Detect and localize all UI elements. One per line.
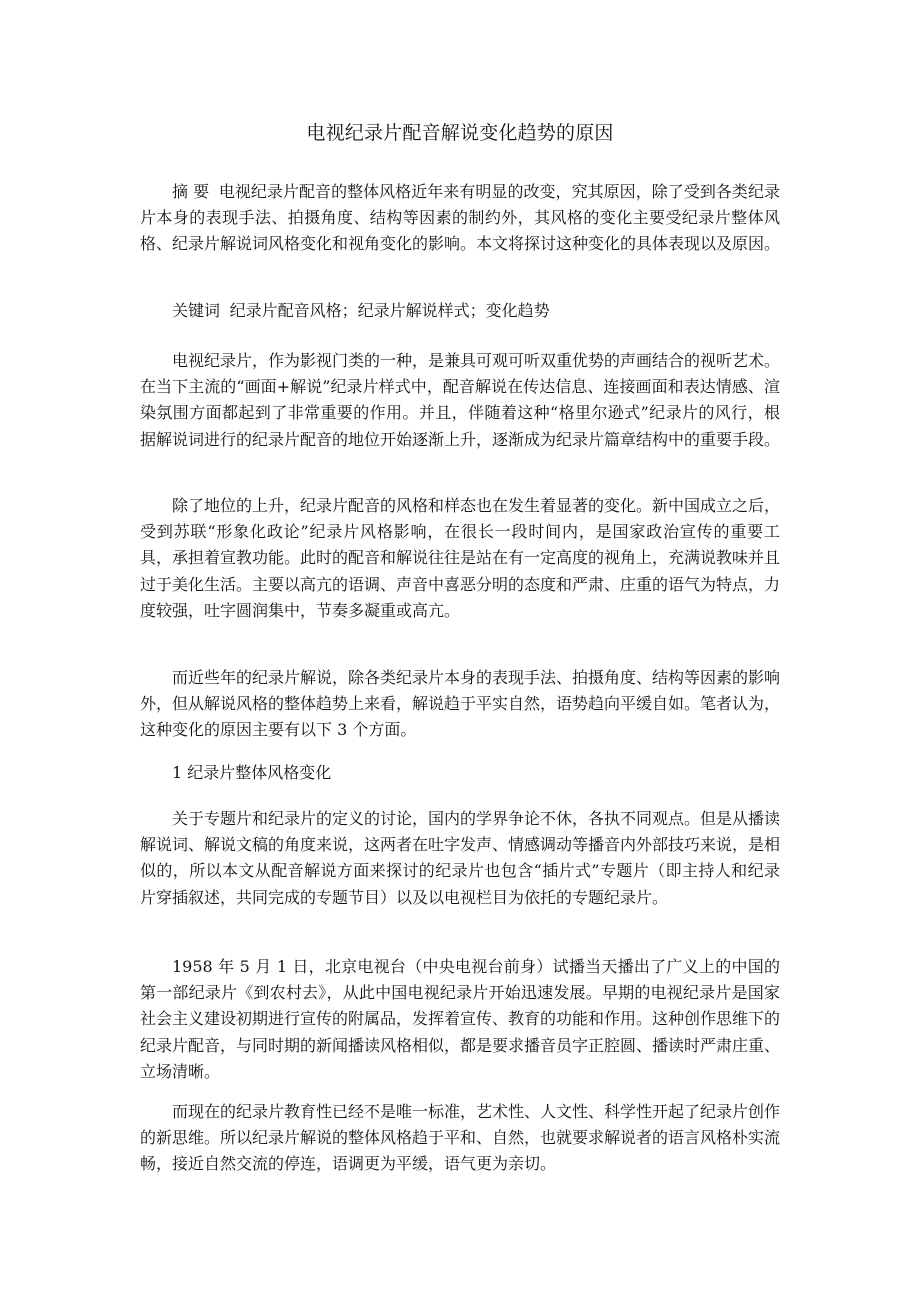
abstract-text: 电视纪录片配音的整体风格近年来有明显的改变，究其原因，除了受到各类纪录片本身的表现手法、拍摄角度、结构等因素的制约外，其风格的变化主要受纪录片整体风格、纪录片解说词风格变化和视角变化的影响。本文将探讨这种变化的具体表现以及原因。 <box>140 182 781 254</box>
keywords-label: 关键词 <box>172 301 221 320</box>
abstract-paragraph <box>140 179 780 258</box>
abstract-label: 摘 要 <box>172 182 210 201</box>
body-paragraph: 而近些年的纪录片解说，除各类纪录片本身的表现手法、拍摄角度、结构等因素的影响外，但从解说风格的整体趋势上来看，解说趋于平实自然，语势趋向平缓自如。笔者认为，这种变化的原因主要有以下 3 个方面。 <box>140 668 781 740</box>
keywords-text: 纪录片配音风格；纪录片解说样式；变化趋势 <box>229 301 550 320</box>
body-paragraph: 而现在的纪录片教育性已经不是唯一标准，艺术性、人文性、科学性开起了纪录片创作的新思维。所以纪录片解说的整体风格趋于平和、自然，也就要求解说者的语言风格朴实流畅，接近自然交流的停连，语调更为平缓，语气更为亲切。 <box>140 1102 781 1174</box>
document-title: 电视纪录片配音解说变化趋势的原因 <box>306 122 614 144</box>
keywords-paragraph <box>140 298 780 324</box>
section-heading: 1 纪录片整体风格变化 <box>172 763 332 782</box>
body-paragraph: 关于专题片和纪录片的定义的讨论，国内的学界争论不休，各执不同观点。但是从播读解说词、解说文稿的角度来说，这两者在吐字发声、情感调动等播音内外部技巧来说，是相似的，所以本文从配音解说方面来探讨的纪录片也包含“插片式”专题片（即主持人和纪录片穿插叙述，共同完成的专题节目）以及以电视栏目为依托的专题纪录片。 <box>140 809 781 907</box>
body-paragraph: 除了地位的上升，纪录片配音的风格和样态也在发生着显著的变化。新中国成立之后，受到苏联“形象化政论”纪录片风格影响，在很长一段时间内，是国家政治宣传的重要工具，承担着宣教功能。此时的配音和解说往往是站在有一定高度的视角上，充满说教味并且过于美化生活。主要以高亢的语调、声音中喜恶分明的态度和严肃、庄重的语气为特点，力度较强，吐字圆润集中，节奏多凝重或高亢。 <box>140 496 781 620</box>
body-paragraph: 电视纪录片，作为影视门类的一种，是兼具可观可听双重优势的声画结合的视听艺术。在当下主流的“画面+解说”纪录片样式中，配音解说在传达信息、连接画面和表达情感、渲染氛围方面都起到了非常重要的作用。并且，伴随着这种“格里尔逊式”纪录片的风行，根据解说词进行的纪录片配音的地位开始逐渐上升，逐渐成为纪录片篇章结构中的重要手段。 <box>140 351 781 449</box>
body-paragraph: 1958 年 5 月 1 日，北京电视台（中央电视台前身）试播当天播出了广义上的中国的第一部纪录片《到农村去》，从此中国电视纪录片开始迅速发展。早期的电视纪录片是国家社会主义建设初期进行宣传的附属品，发挥着宣传、教育的功能和作用。这种创作思维下的纪录片配音，与同时期的新闻播读风格相似，都是要求播音员字正腔圆、播读时严肃庄重、立场清晰。 <box>140 957 781 1081</box>
